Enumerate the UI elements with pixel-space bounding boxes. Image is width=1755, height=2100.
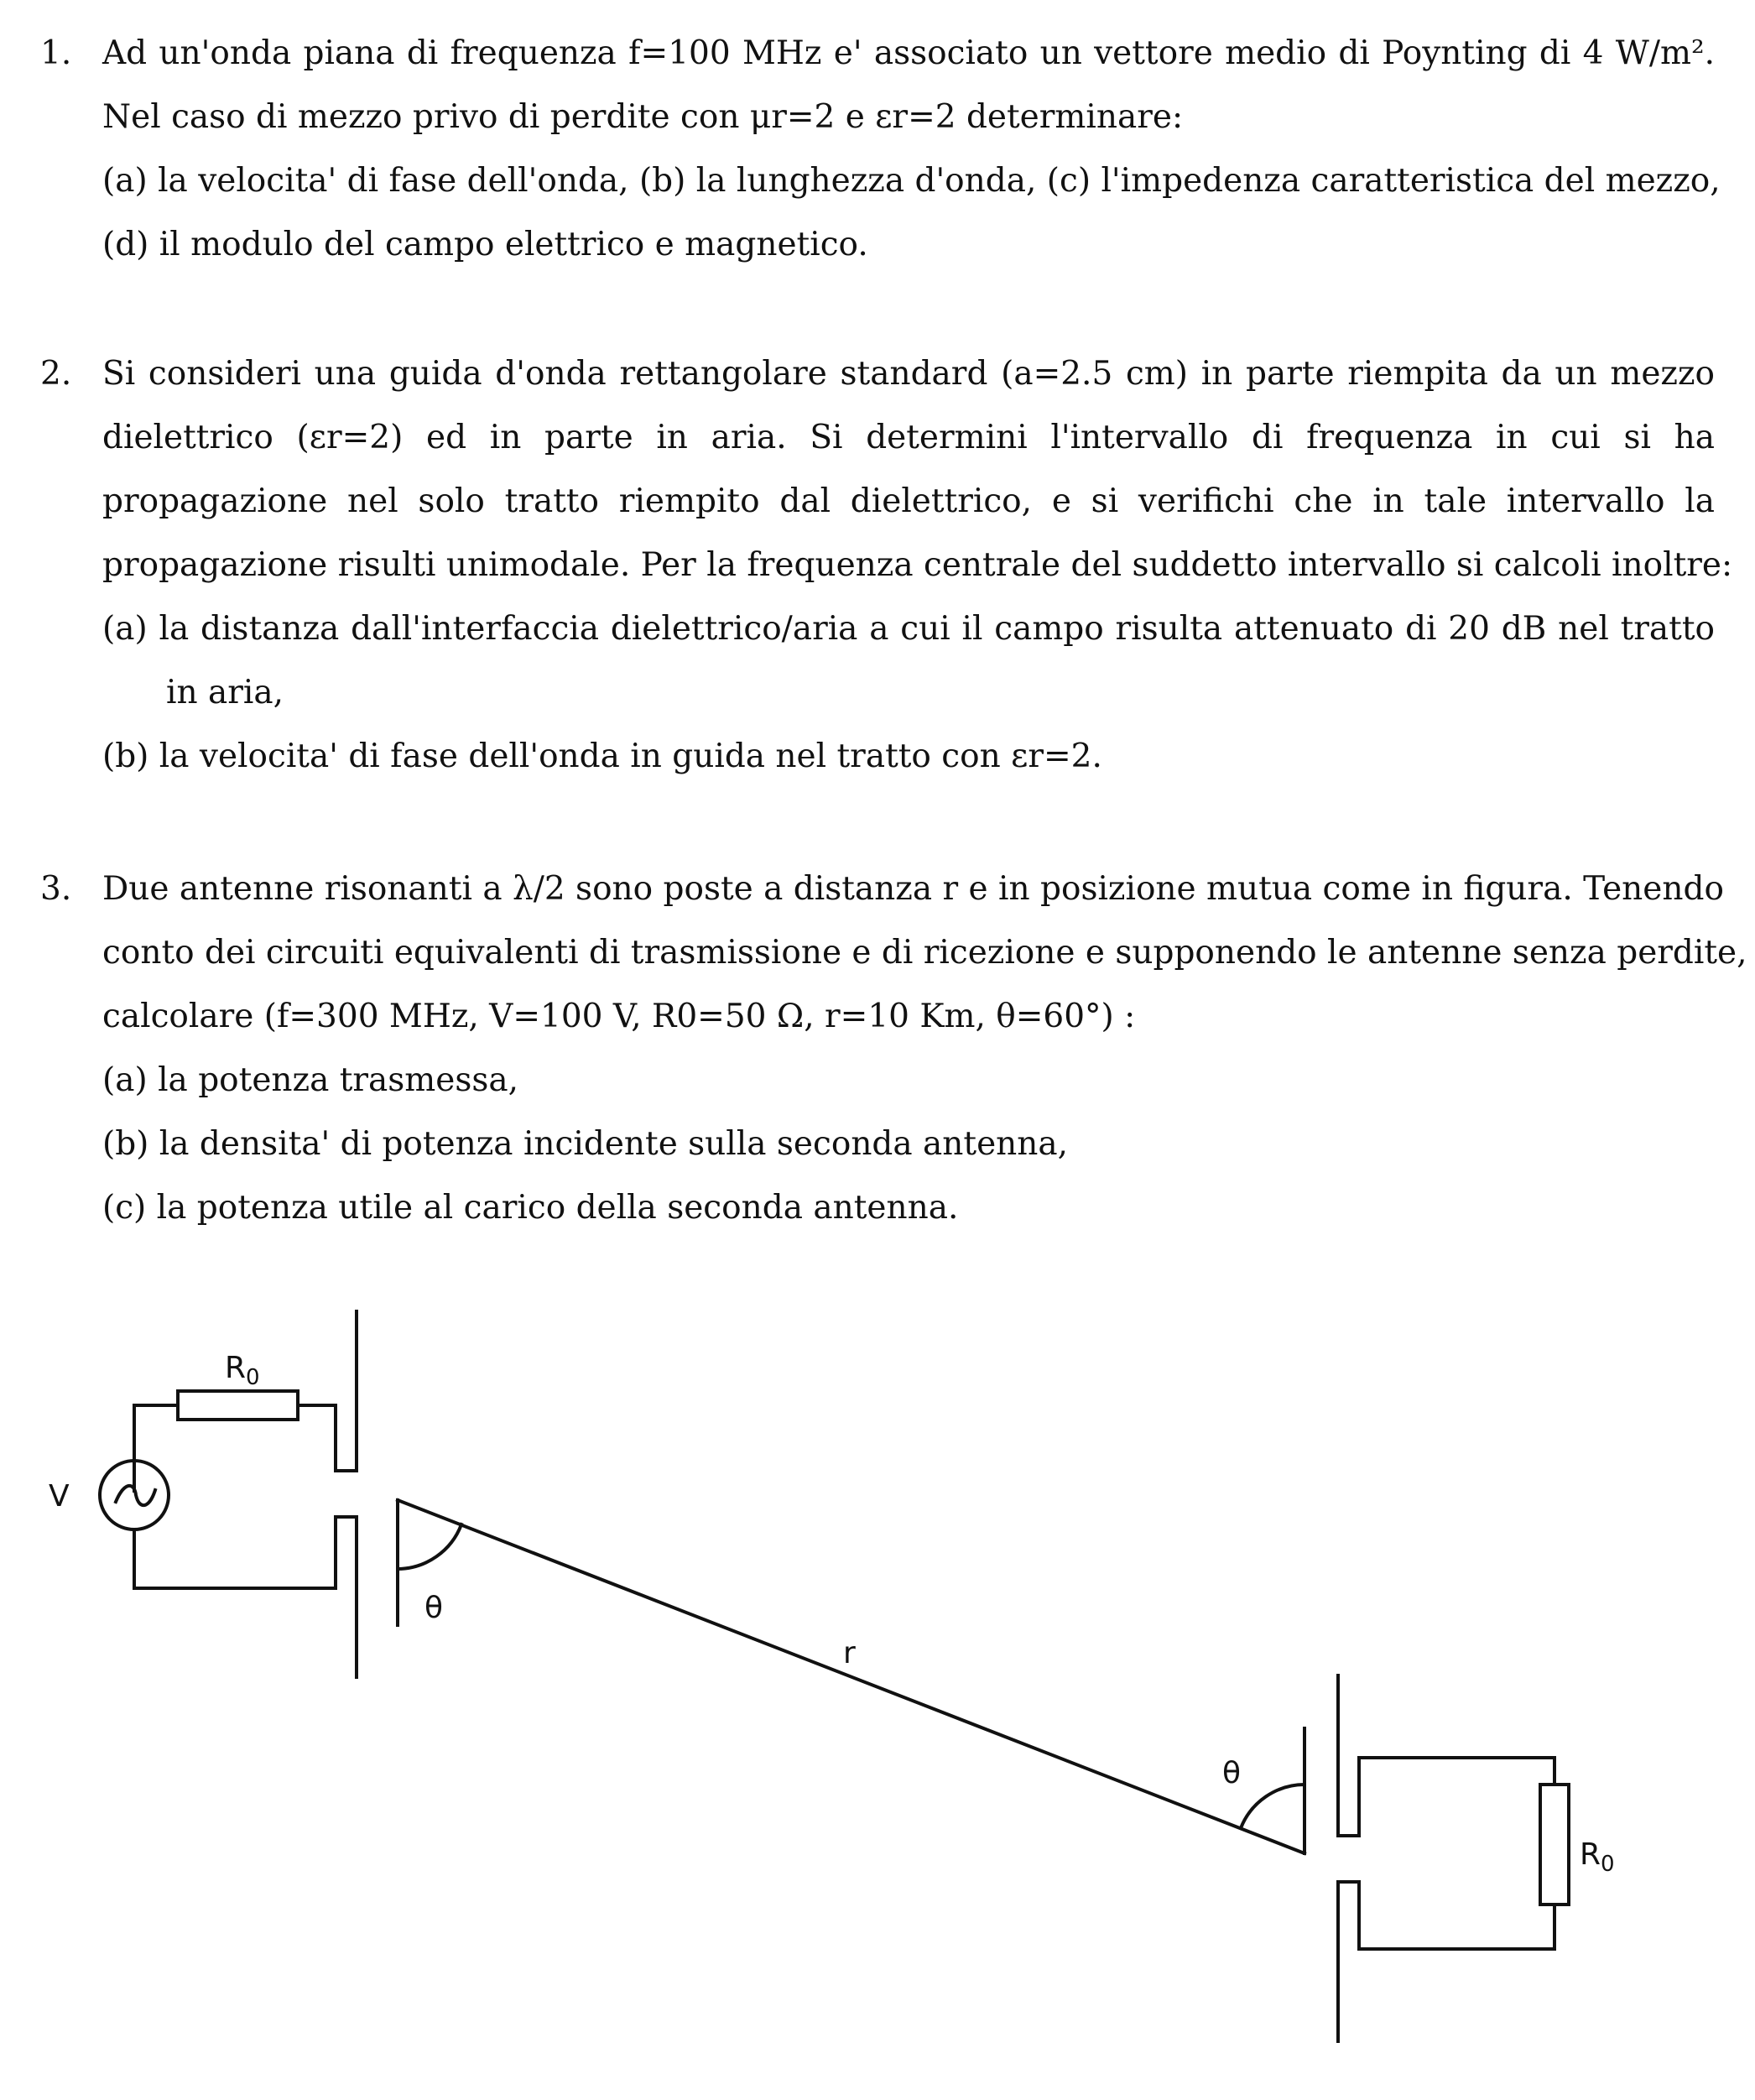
- problem-number: 1.: [40, 34, 72, 72]
- resistor-right-label: $R_0$: [1580, 1837, 1615, 1877]
- problem-number: 2.: [40, 355, 72, 393]
- text-line: propagazione risulti unimodale. Per la frequenza centrale del suddetto intervallo si calcoli inoltre:: [102, 546, 1733, 584]
- text-line: (a) la velocita' di fase dell'onda, (b) la lunghezza d'onda, (c) l'impedenza caratteristica del mezzo,: [102, 162, 1721, 200]
- rx-angle-label: θ: [1222, 1756, 1242, 1790]
- text-line: Nel caso di mezzo privo di perdite con μr=2 e εr=2 determinare:: [102, 98, 1184, 136]
- problem-text: [102, 22, 1721, 277]
- text-line: (c) la potenza utile al carico della seconda antenna.: [102, 1189, 959, 1227]
- problem-text: [102, 857, 1747, 1240]
- text-line: (b) la densita' di potenza incidente sulla seconda antenna,: [102, 1125, 1069, 1163]
- sine-icon: [116, 1486, 155, 1505]
- text-line: (d) il modulo del campo elettrico e magnetico.: [102, 226, 868, 263]
- distance-label: r: [843, 1636, 856, 1670]
- problem-number: 3.: [40, 870, 72, 908]
- antenna-figure: [0, 1292, 1755, 2100]
- tx-angle-arc: [398, 1524, 461, 1569]
- text-line: Si consideri una guida d'onda rettangolare standard (a=2.5 cm) in parte riempita da un mezzo: [102, 355, 1715, 393]
- source-label: V: [49, 1479, 70, 1514]
- text-line: (a) la distanza dall'interfaccia dielettrico/aria a cui il campo risulta attenuato di 20 dB nel tratto: [102, 610, 1715, 648]
- tx-bottom-wire: [134, 1517, 357, 1588]
- tx-top-wire-right: [298, 1405, 357, 1471]
- text-line: Due antenne risonanti a λ/2 sono poste a distanza r e in posizione mutua come in figura. Tenendo: [102, 870, 1724, 908]
- text-line: propagazione nel solo tratto riempito dal dielettrico, e si verifichi che in tale intervallo la: [102, 482, 1715, 520]
- distance-line: [398, 1500, 1305, 1853]
- text-line: Ad un'onda piana di frequenza f=100 MHz e' associato un vettore medio di Poynting di 4 W/m².: [102, 34, 1715, 72]
- text-line: calcolare (f=300 MHz, V=100 V, R0=50 Ω, r=10 Km, θ=60°) :: [102, 998, 1136, 1035]
- resistor-right: [1540, 1785, 1569, 1905]
- rx-top-wire: [1338, 1758, 1555, 1836]
- tx-top-wire: [134, 1405, 178, 1491]
- text-line: conto dei circuiti equivalenti di trasmissione e di ricezione e supponendo le antenne senza perdite,: [102, 934, 1747, 972]
- resistor-top-label: $R_0$: [225, 1351, 260, 1390]
- rx-angle-arc: [1241, 1785, 1305, 1828]
- problem-text: [102, 342, 1733, 789]
- text-line: dielettrico (εr=2) ed in parte in aria. Si determini l'intervallo di frequenza in cui si ha: [102, 419, 1715, 456]
- tx-angle-label: θ: [424, 1591, 444, 1625]
- text-line: in aria,: [166, 674, 284, 711]
- text-line: (a) la potenza trasmessa,: [102, 1061, 519, 1099]
- rx-bottom-wire: [1338, 1882, 1555, 1949]
- text-line: (b) la velocita' di fase dell'onda in guida nel tratto con εr=2.: [102, 737, 1102, 775]
- resistor-top: [178, 1391, 298, 1420]
